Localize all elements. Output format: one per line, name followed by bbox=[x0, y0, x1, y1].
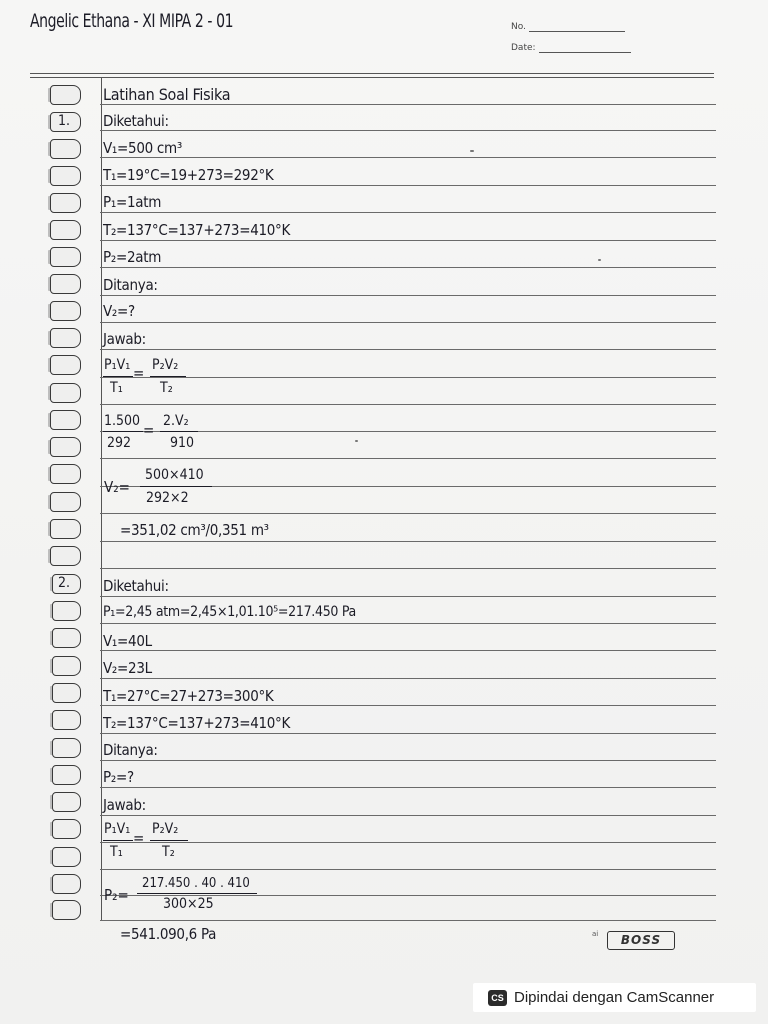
ruled-line bbox=[100, 157, 716, 158]
ink-smudge bbox=[470, 150, 474, 152]
fraction-bar bbox=[140, 486, 212, 487]
binder-ring bbox=[50, 383, 81, 403]
equals-sign: = bbox=[133, 829, 145, 847]
p1-result: =351,02 cm³/0,351 m³ bbox=[120, 521, 269, 539]
p1-answer-label: Jawab: bbox=[103, 330, 146, 348]
binder-ring bbox=[52, 628, 81, 648]
fraction-bar bbox=[137, 893, 257, 894]
ruled-line bbox=[100, 815, 716, 816]
binder-ring bbox=[50, 519, 81, 539]
binder-ring bbox=[50, 139, 81, 159]
binder-ring bbox=[52, 738, 81, 758]
p2-f2-den: 300×25 bbox=[163, 896, 214, 912]
p2-f1-num-right: P₂V₂ bbox=[152, 821, 179, 837]
p1-f2-num-left: 1.500 bbox=[104, 413, 141, 429]
p2-f1-den-left: T₁ bbox=[110, 844, 123, 860]
p2-asked: P₂=? bbox=[103, 768, 134, 786]
brand-prefix: ai bbox=[592, 930, 599, 938]
student-name: Angelic Ethana - XI MIPA 2 - 01 bbox=[30, 10, 234, 32]
p1-t2: T₂=137°C=137+273=410°K bbox=[103, 221, 291, 239]
ruled-line bbox=[100, 787, 716, 788]
ruled-line bbox=[100, 240, 716, 241]
p1-asked-label: Ditanya: bbox=[103, 276, 158, 294]
binder-ring bbox=[52, 819, 81, 839]
binder-ring bbox=[50, 301, 81, 321]
p1-t1: T₁=19°C=19+273=292°K bbox=[103, 166, 274, 184]
binder-ring bbox=[50, 274, 81, 294]
p2-result: =541.090,6 Pa bbox=[120, 925, 217, 943]
problem-number-2: 2. bbox=[58, 575, 71, 591]
ruled-line bbox=[100, 458, 716, 459]
p1-f1-den-left: T₁ bbox=[110, 380, 123, 396]
page-title: Latihan Soal Fisika bbox=[103, 85, 231, 104]
ruled-line bbox=[100, 760, 716, 761]
binder-ring bbox=[50, 328, 81, 348]
p1-f3-num: 500×410 bbox=[145, 467, 204, 483]
p1-f2-num-right: 2.V₂ bbox=[163, 413, 189, 429]
binder-ring bbox=[52, 874, 81, 894]
ruled-line bbox=[100, 623, 716, 624]
p2-f2-lhs: P₂= bbox=[104, 886, 129, 904]
ruled-line bbox=[100, 869, 716, 870]
equals-sign: = bbox=[143, 421, 155, 439]
p2-t1: T₁=27°C=27+273=300°K bbox=[103, 687, 274, 705]
ruled-line bbox=[100, 596, 716, 597]
p1-p2: P₂=2atm bbox=[103, 248, 162, 266]
fraction-bar bbox=[103, 840, 133, 841]
p1-f1-num-left: P₁V₁ bbox=[104, 357, 131, 373]
p2-given-label: Diketahui: bbox=[103, 577, 169, 595]
no-label: No. bbox=[511, 22, 526, 32]
date-line bbox=[539, 52, 631, 53]
binder-ring bbox=[52, 656, 81, 676]
camscanner-icon: CS bbox=[488, 990, 507, 1006]
p1-f3-den: 292×2 bbox=[146, 490, 189, 506]
notebook-brand-logo: BOSS bbox=[607, 931, 675, 950]
fraction-bar bbox=[150, 840, 188, 841]
p1-f2-den-right: 910 bbox=[170, 435, 195, 451]
ink-smudge bbox=[598, 259, 601, 261]
fraction-bar bbox=[103, 431, 143, 432]
p1-v1: V₁=500 cm³ bbox=[103, 139, 182, 157]
binder-ring bbox=[50, 247, 81, 267]
p1-asked: V₂=? bbox=[103, 302, 135, 320]
fraction-bar bbox=[150, 376, 186, 377]
ruled-line bbox=[100, 212, 716, 213]
p1-f3-lhs: V₂= bbox=[104, 478, 130, 496]
p2-answer-label: Jawab: bbox=[103, 796, 146, 814]
ruled-line bbox=[100, 568, 716, 569]
binder-ring bbox=[52, 710, 81, 730]
p1-f2-den-left: 292 bbox=[107, 435, 132, 451]
binder-ring bbox=[50, 355, 81, 375]
ruled-line bbox=[100, 678, 716, 679]
ruled-line bbox=[100, 267, 716, 268]
p2-v2: V₂=23L bbox=[103, 659, 152, 677]
binder-ring bbox=[52, 847, 81, 867]
p2-v1: V₁=40L bbox=[103, 632, 152, 650]
header-rule bbox=[30, 73, 714, 74]
margin-line bbox=[101, 78, 102, 920]
binder-ring bbox=[50, 193, 81, 213]
header-rule-2 bbox=[30, 77, 714, 78]
ruled-line bbox=[100, 377, 716, 378]
date-label: Date: bbox=[511, 43, 536, 53]
p1-f1-den-right: T₂ bbox=[160, 380, 173, 396]
binder-ring bbox=[50, 546, 81, 566]
p1-given-label: Diketahui: bbox=[103, 112, 169, 130]
date-field bbox=[511, 43, 631, 53]
ruled-line bbox=[100, 705, 716, 706]
binder-ring bbox=[50, 492, 81, 512]
ink-smudge bbox=[355, 440, 358, 442]
ruled-line bbox=[100, 349, 716, 350]
p1-p1: P₁=1atm bbox=[103, 193, 162, 211]
ruled-line bbox=[100, 513, 716, 514]
ruled-line bbox=[100, 130, 716, 131]
ruled-line bbox=[100, 650, 716, 651]
p2-t2: T₂=137°C=137+273=410°K bbox=[103, 714, 291, 732]
ruled-line bbox=[100, 733, 716, 734]
ruled-line bbox=[100, 185, 716, 186]
p1-f1-num-right: P₂V₂ bbox=[152, 357, 179, 373]
ruled-line bbox=[100, 920, 716, 921]
p2-f2-num: 217.450 . 40 . 410 bbox=[142, 876, 250, 891]
camscanner-text: Dipindai dengan CamScanner bbox=[514, 989, 715, 1006]
camscanner-badge bbox=[473, 983, 756, 1012]
binder-ring bbox=[50, 220, 81, 240]
binder-ring bbox=[52, 792, 81, 812]
binder-ring bbox=[52, 601, 81, 621]
p2-p1: P₁=2,45 atm=2,45×1,01.10⁵=217.450 Pa bbox=[103, 604, 356, 620]
ruled-line bbox=[100, 322, 716, 323]
binder-ring bbox=[50, 410, 81, 430]
binder-ring bbox=[52, 765, 81, 785]
p2-f1-num-left: P₁V₁ bbox=[104, 821, 131, 837]
ruled-line bbox=[100, 295, 716, 296]
p2-asked-label: Ditanya: bbox=[103, 741, 158, 759]
fraction-bar bbox=[103, 376, 133, 377]
ruled-line bbox=[100, 842, 716, 843]
ruled-line bbox=[100, 404, 716, 405]
equals-sign: = bbox=[133, 364, 145, 382]
binder-ring bbox=[52, 900, 81, 920]
no-line bbox=[529, 31, 625, 32]
ruled-line bbox=[100, 104, 716, 105]
ruled-line bbox=[100, 541, 716, 542]
fraction-bar bbox=[160, 431, 198, 432]
binder-ring bbox=[50, 437, 81, 457]
binder-ring bbox=[52, 683, 81, 703]
binder-ring bbox=[50, 85, 81, 105]
no-field bbox=[511, 22, 625, 32]
binder-ring bbox=[50, 166, 81, 186]
problem-number-1: 1. bbox=[58, 113, 71, 129]
p2-f1-den-right: T₂ bbox=[162, 844, 175, 860]
binder-ring bbox=[50, 464, 81, 484]
